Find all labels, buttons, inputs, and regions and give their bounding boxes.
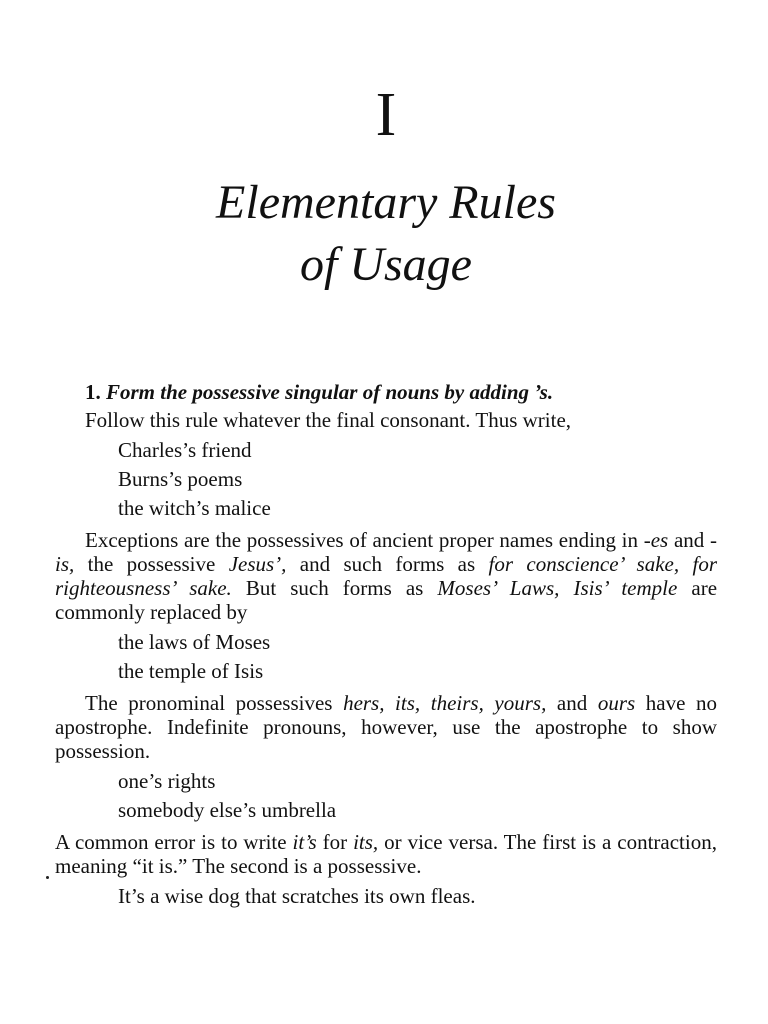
text-run: But such forms as bbox=[231, 576, 438, 600]
print-speck bbox=[46, 876, 49, 879]
paragraph-4 bbox=[55, 830, 717, 878]
example-item: It’s a wise dog that scratches its own fleas. bbox=[118, 884, 476, 908]
italic-run: Jesus’, bbox=[228, 552, 287, 576]
italic-run: its, bbox=[353, 830, 379, 854]
chapter-title-line-2: of Usage bbox=[300, 238, 472, 291]
paragraph-3 bbox=[55, 691, 717, 763]
rule-number: 1. bbox=[85, 380, 101, 404]
chapter-title bbox=[55, 172, 717, 296]
example-list-1 bbox=[55, 438, 717, 520]
text-run: The pronominal possessives bbox=[85, 691, 344, 715]
italic-run: -es bbox=[643, 528, 669, 552]
italic-run: hers, its, theirs, yours, bbox=[343, 691, 547, 715]
example-item: the witch’s malice bbox=[118, 496, 271, 520]
paragraph-2 bbox=[55, 528, 717, 624]
text-run: are commonly replaced by bbox=[55, 576, 718, 624]
text-run: Exceptions are the possessives of ancient proper names ending in bbox=[85, 528, 644, 552]
example-list-4 bbox=[55, 884, 717, 908]
text-run: or vice versa. The first is a contraction, meaning “it is.” The second is a possessive. bbox=[55, 830, 717, 878]
italic-run: ours bbox=[597, 691, 636, 715]
example-item: the temple of Isis bbox=[118, 659, 264, 683]
italic-run: for conscience’ sake, for righteousness’ sake. bbox=[55, 552, 717, 600]
text-run: have no apostrophe. Indefinite pronouns, however, use the apostrophe to show possession. bbox=[55, 691, 717, 763]
example-item: Burns’s poems bbox=[118, 467, 243, 491]
italic-run: it’s bbox=[292, 830, 317, 854]
book-page bbox=[55, 0, 717, 1024]
text-run: for bbox=[316, 830, 354, 854]
body-text bbox=[55, 380, 717, 916]
text-run: and bbox=[668, 528, 710, 552]
example-item: the laws of Moses bbox=[118, 630, 271, 654]
example-item: one’s rights bbox=[118, 769, 216, 793]
example-item: Charles’s friend bbox=[118, 438, 252, 462]
example-list-2 bbox=[55, 630, 717, 683]
italic-run: -is, bbox=[55, 528, 717, 576]
text-run: and bbox=[546, 691, 598, 715]
italic-run: Moses’ Laws, Isis’ temple bbox=[437, 576, 678, 600]
chapter-title-line-1: Elementary Rules bbox=[216, 176, 556, 229]
example-list-3 bbox=[55, 769, 717, 822]
example-item: somebody else’s umbrella bbox=[118, 798, 337, 822]
text-run: the possessive bbox=[74, 552, 229, 576]
chapter-numeral: I bbox=[375, 81, 397, 149]
text-run: A common error is to write bbox=[55, 830, 293, 854]
rule-heading-text: Form the possessive singular of nouns by adding ’s. bbox=[106, 380, 554, 404]
text-run: and such forms as bbox=[286, 552, 489, 576]
rule-heading bbox=[55, 380, 717, 404]
paragraph-1: Follow this rule whatever the final consonant. Thus write, bbox=[85, 408, 572, 432]
